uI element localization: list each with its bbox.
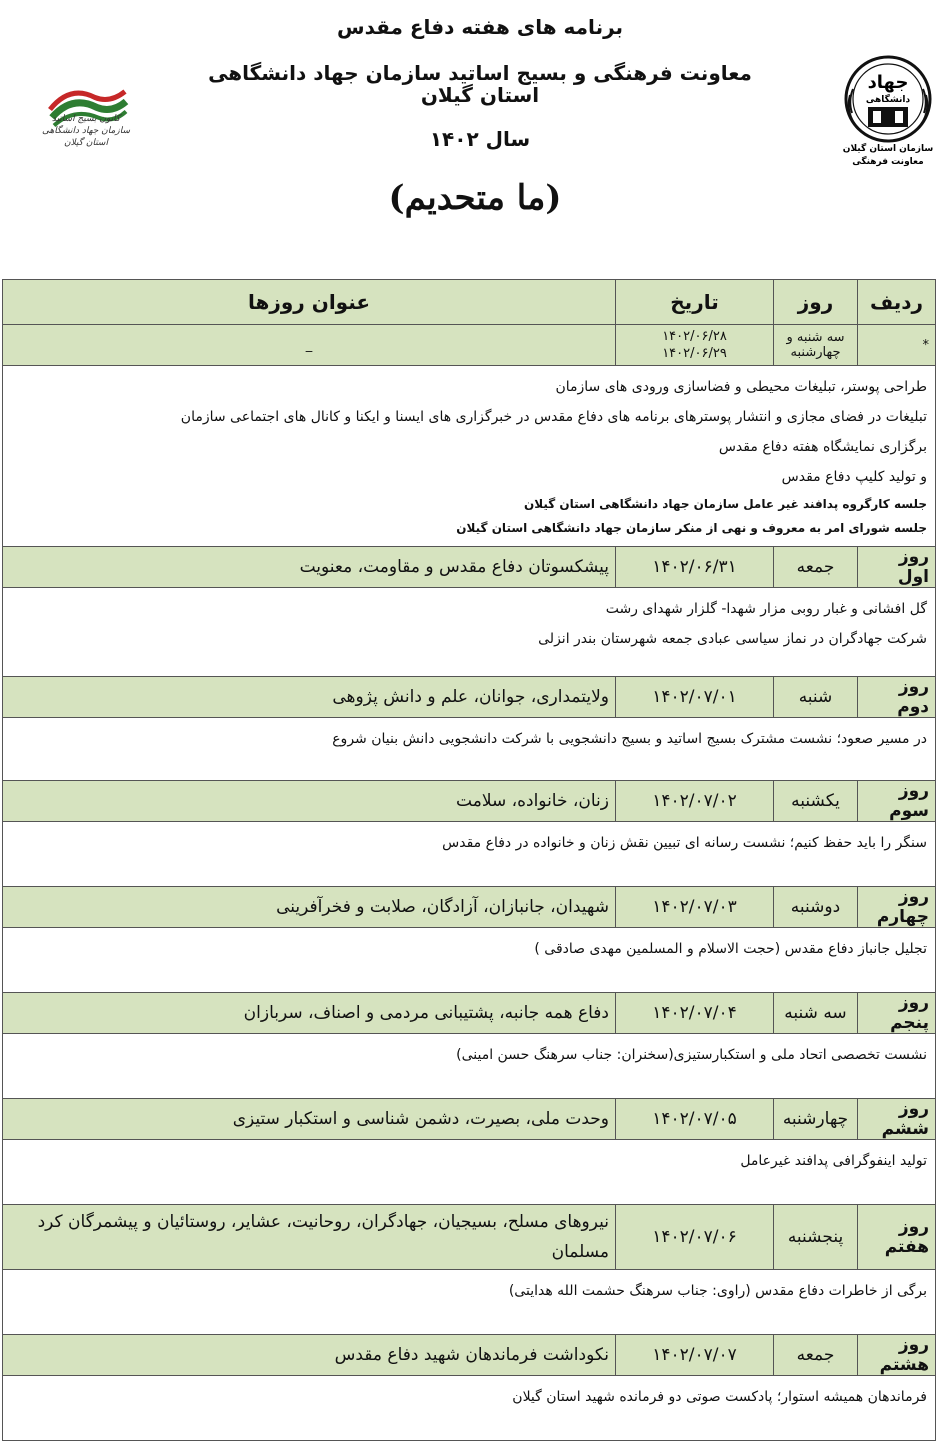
day-radif: روز هشتم <box>858 1335 936 1376</box>
intro-title <box>3 325 616 366</box>
header-date: تاریخ <box>616 280 774 325</box>
intro-detail-line: و تولید کلیپ دفاع مقدس <box>781 469 927 485</box>
day-name: پنجشنبه <box>774 1205 858 1270</box>
day-title: وحدت ملی، بصیرت، دشمن شناسی و استکبار ستیزی <box>3 1099 616 1140</box>
logo-sub-text: دانشگاهی <box>865 95 911 105</box>
basij-logo-line-2: سازمان جهاد دانشگاهی استان گیلان <box>42 126 130 148</box>
intro-day: سه شنبه و چهارشنبه <box>774 325 858 366</box>
day-title: شهیدان، جانبازان، آزادگان، صلابت و فخرآفرینی <box>3 887 616 928</box>
day-row <box>3 547 936 588</box>
day-radif: روز پنجم <box>858 993 936 1034</box>
day-detail-line: برگی از خاطرات دفاع مقدس (راوی: جناب سرهنگ حشمت الله هدایتی) <box>508 1283 927 1299</box>
intro-date <box>616 325 774 366</box>
day-title: دفاع همه جانبه، پشتیبانی مردمی و اصناف، سربازان <box>3 993 616 1034</box>
day-title: پیشکسوتان دفاع مقدس و مقاومت، معنویت <box>3 547 616 588</box>
day-detail-row <box>3 588 936 677</box>
day-name: جمعه <box>774 1335 858 1376</box>
header-line-1: برنامه های هفته دفاع مقدس <box>336 15 624 39</box>
logo-main-text: جهاد <box>867 72 909 93</box>
day-date: ۱۴۰۲/۰۷/۰۴ <box>616 993 774 1034</box>
intro-detail-line: جلسه کارگروه پدافند غیر عامل سازمان جهاد دانشگاهی استان گیلان <box>523 497 927 511</box>
logo-dept-text: معاونت فرهنگی <box>852 157 924 167</box>
day-detail-row <box>3 1376 936 1441</box>
day-radif: روز ششم <box>858 1099 936 1140</box>
day-details <box>3 1140 936 1205</box>
title-block <box>180 6 780 150</box>
day-details <box>3 822 936 887</box>
day-row <box>3 781 936 822</box>
day-title: نیروهای مسلح، بسیجیان، جهادگران، روحانیت، عشایر، روستائیان و پیشمرگان کرد مسلمان <box>3 1205 616 1270</box>
day-row <box>3 1205 936 1270</box>
day-row <box>3 1335 936 1376</box>
day-details <box>3 1034 936 1099</box>
day-detail-line: در مسیر صعود؛ نشست مشترک بسیج اساتید و بسیج دانشجویی با شرکت دانشجویی دانش بنیان شروع <box>332 731 927 747</box>
day-radif: روز سوم <box>858 781 936 822</box>
intro-detail-line: جلسه شورای امر به معروف و نهی از منکر سازمان جهاد دانشگاهی استان گیلان <box>456 521 927 535</box>
day-details <box>3 928 936 993</box>
motto: (ما متحدیم) <box>388 178 562 218</box>
day-row <box>3 1099 936 1140</box>
intro-row <box>3 325 936 366</box>
day-radif: روز دوم <box>858 677 936 718</box>
intro-details <box>3 366 936 547</box>
intro-date-2: ۱۴۰۲/۰۶/۲۹ <box>662 346 727 361</box>
intro-title-text: _ <box>305 337 313 353</box>
day-date: ۱۴۰۲/۰۷/۰۷ <box>616 1335 774 1376</box>
intro-radif: * <box>858 325 936 366</box>
day-detail-row <box>3 718 936 781</box>
day-radif: روز چهارم <box>858 887 936 928</box>
day-date: ۱۴۰۲/۰۷/۰۳ <box>616 887 774 928</box>
day-row <box>3 677 936 718</box>
intro-date-1: ۱۴۰۲/۰۶/۲۸ <box>662 329 727 344</box>
day-name: چهارشنبه <box>774 1099 858 1140</box>
logo-org-text: سازمان استان گیلان <box>842 144 934 154</box>
day-detail-row <box>3 1034 936 1099</box>
page-header <box>0 0 950 270</box>
header-title: عنوان روزها <box>3 280 616 325</box>
day-title: نکوداشت فرماندهان شهید دفاع مقدس <box>3 1335 616 1376</box>
day-name: سه شنبه <box>774 993 858 1034</box>
day-detail-line: تجلیل جانباز دفاع مقدس (حجت الاسلام و المسلمین مهدی صادقی ) <box>534 941 927 957</box>
day-details <box>3 1270 936 1335</box>
day-detail-line: فرماندهان همیشه استوار؛ پادکست صوتی دو فرمانده شهید استان گیلان <box>512 1389 927 1405</box>
day-date: ۱۴۰۲/۰۷/۰۶ <box>616 1205 774 1270</box>
day-name: شنبه <box>774 677 858 718</box>
day-detail-line: شرکت جهادگران در نماز سیاسی عبادی جمعه شهرستان بندر انزلی <box>538 631 927 647</box>
header-line-3: سال ۱۴۰۲ <box>429 127 531 151</box>
intro-detail-line: برگزاری نمایشگاه هفته دفاع مقدس <box>718 439 927 455</box>
day-date: ۱۴۰۲/۰۶/۳۱ <box>616 547 774 588</box>
header-radif: ردیف <box>858 280 936 325</box>
day-detail-line: سنگر را باید حفظ کنیم؛ نشست رسانه ای تبیین نقش زنان و خانواده در دفاع مقدس <box>442 835 927 851</box>
day-detail-line: گل افشانی و غبار روبی مزار شهدا- گلزار شهدای رشت <box>605 601 927 617</box>
day-radif: روز اول <box>858 547 936 588</box>
day-radif: روز هفتم <box>858 1205 936 1270</box>
basij-logo-caption <box>36 113 136 149</box>
intro-detail-row <box>3 366 936 547</box>
day-name: یکشنبه <box>774 781 858 822</box>
header-day: روز <box>774 280 858 325</box>
schedule-table <box>2 279 936 1441</box>
day-date: ۱۴۰۲/۰۷/۰۵ <box>616 1099 774 1140</box>
day-detail-line: نشست تخصصی اتحاد ملی و استکبارستیزی(سخنران: جناب سرهنگ حسن امینی) <box>456 1047 927 1063</box>
day-date: ۱۴۰۲/۰۷/۰۲ <box>616 781 774 822</box>
day-details <box>3 1376 936 1441</box>
day-details <box>3 718 936 781</box>
day-name: دوشنبه <box>774 887 858 928</box>
day-details <box>3 588 936 677</box>
day-name: جمعه <box>774 547 858 588</box>
day-detail-row <box>3 1270 936 1335</box>
intro-detail-line: تبلیغات در فضای مجازی و انتشار پوسترهای برنامه های دفاع مقدس در خبرگزاری های ایسنا و ایکنا و کانال های اجتماعی سازمان <box>180 409 927 425</box>
day-date: ۱۴۰۲/۰۷/۰۱ <box>616 677 774 718</box>
day-row <box>3 993 936 1034</box>
header-line-2: معاونت فرهنگی و بسیج اساتید سازمان جهاد دانشگاهی استان گیلان <box>208 61 752 107</box>
day-detail-row <box>3 928 936 993</box>
table-header-row <box>3 280 936 325</box>
day-title: زنان، خانواده، سلامت <box>3 781 616 822</box>
jahad-daneshgahi-logo <box>840 55 940 170</box>
day-row <box>3 887 936 928</box>
day-detail-line: تولید اینفوگرافی پدافند غیرعامل <box>740 1153 927 1169</box>
day-title: ولایتمداری، جوانان، علم و دانش پژوهی <box>3 677 616 718</box>
intro-detail-line: طراحی پوستر، تبلیغات محیطی و فضاسازی ورودی های سازمان <box>555 379 927 395</box>
day-detail-row <box>3 822 936 887</box>
basij-logo-line-1: کانون بسیج اساتید <box>51 114 121 124</box>
day-detail-row <box>3 1140 936 1205</box>
